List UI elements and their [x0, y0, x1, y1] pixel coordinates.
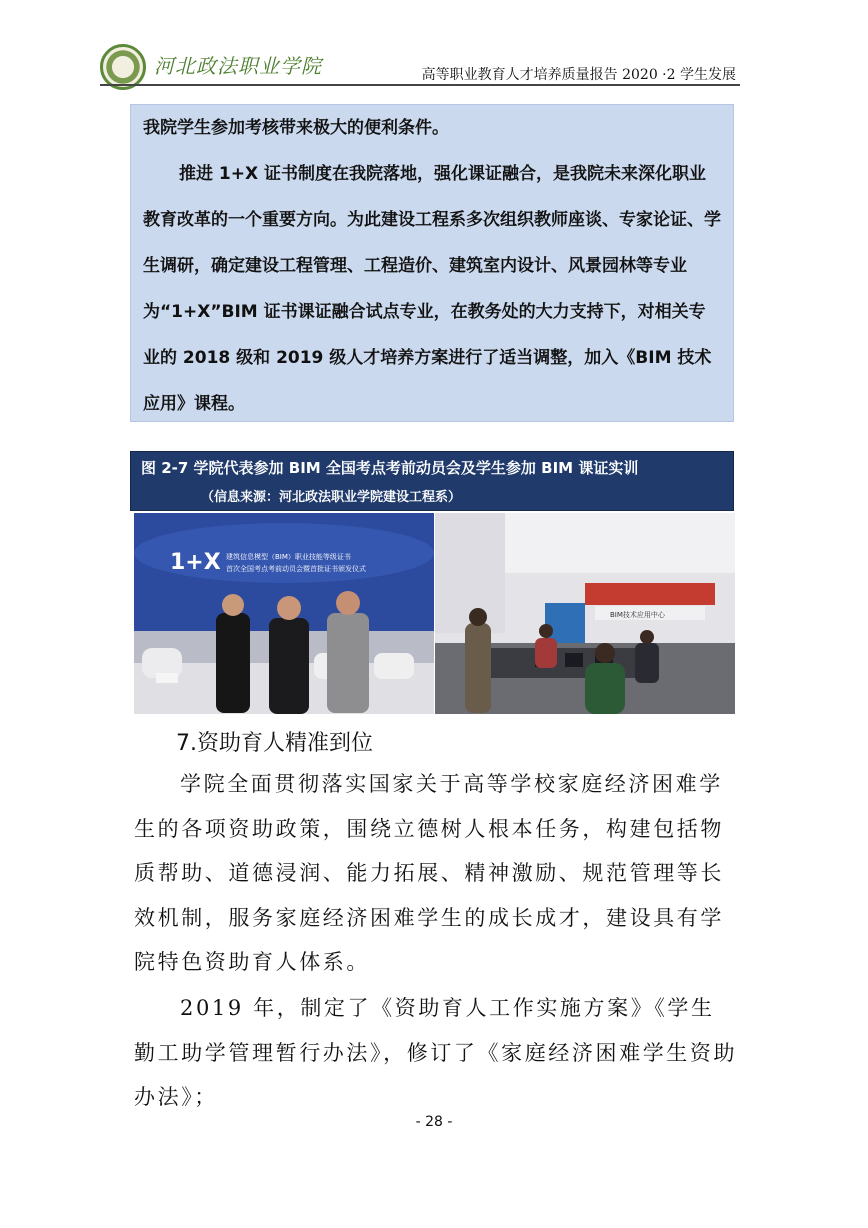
header-divider — [100, 84, 740, 86]
banner-title-line2: 首次全国考点考前动员会暨首批证书颁发仪式 — [226, 565, 366, 573]
photo-mobilization-meeting-drawing — [134, 513, 434, 714]
section-paragraph-1: 学院全面贯彻落实国家关于高等学校家庭经济困难学生的各项资助政策，围绕立德树人根本任务，构建包括物质帮助、道德浸润、能力拓展、精神激励、规范管理等长效机制，服务家庭经济困难学生的成长成才，建设具有学院特色资助育人体系。 — [134, 772, 724, 975]
figure-source: （信息来源：河北政法职业学院建设工程系） — [201, 490, 462, 505]
figure-caption-box — [130, 451, 734, 511]
header-title: 高等职业教育人才培养质量报告 2020 ·2 学生发展 — [421, 67, 736, 83]
highlight-line1: 我院学生参加考核带来极大的便利条件。 — [143, 118, 449, 138]
page-number: - 28 - — [415, 1114, 453, 1130]
highlight-box — [130, 104, 734, 422]
section-heading: 7.资助育人精准到位 — [176, 731, 373, 756]
room-sign: BIM技术应用中心 — [610, 611, 665, 619]
college-logo-text: 河北政法职业学院 — [154, 54, 322, 78]
photo-bim-training-drawing — [435, 513, 735, 714]
highlight-paragraph: 推进 1+X 证书制度在我院落地，强化课证融合，是我院未来深化职业教育改革的一个重要方向。为此建设工程系多次组织教师座谈、专家论证、学生调研，确定建设工程管理、工程造价、建筑室内设计、风景园林等专业为“1+X”BIM 证书课证融合试点专业，在教务处的大力支持下，对相关专业的 2018 级和 2019 级人才培养方案进行了适当调整，加入《BIM 技术应用》课程。 — [143, 164, 721, 414]
figure-caption: 图 2-7 学院代表参加 BIM 全国考点考前动员会及学生参加 BIM 课证实训 — [141, 459, 639, 477]
banner-title-line1: 建筑信息模型（BIM）职业技能等级证书 — [226, 553, 351, 561]
banner-logo-text: 1+X — [170, 550, 221, 575]
page-header — [100, 40, 740, 86]
section-paragraph-2: 2019 年，制定了《资助育人工作实施方案》《学生勤工助学管理暂行办法》，修订了《家庭经济困难学生资助办法》； — [134, 996, 738, 1110]
photo-bim-training — [435, 513, 735, 714]
photo-mobilization-meeting — [134, 513, 434, 714]
